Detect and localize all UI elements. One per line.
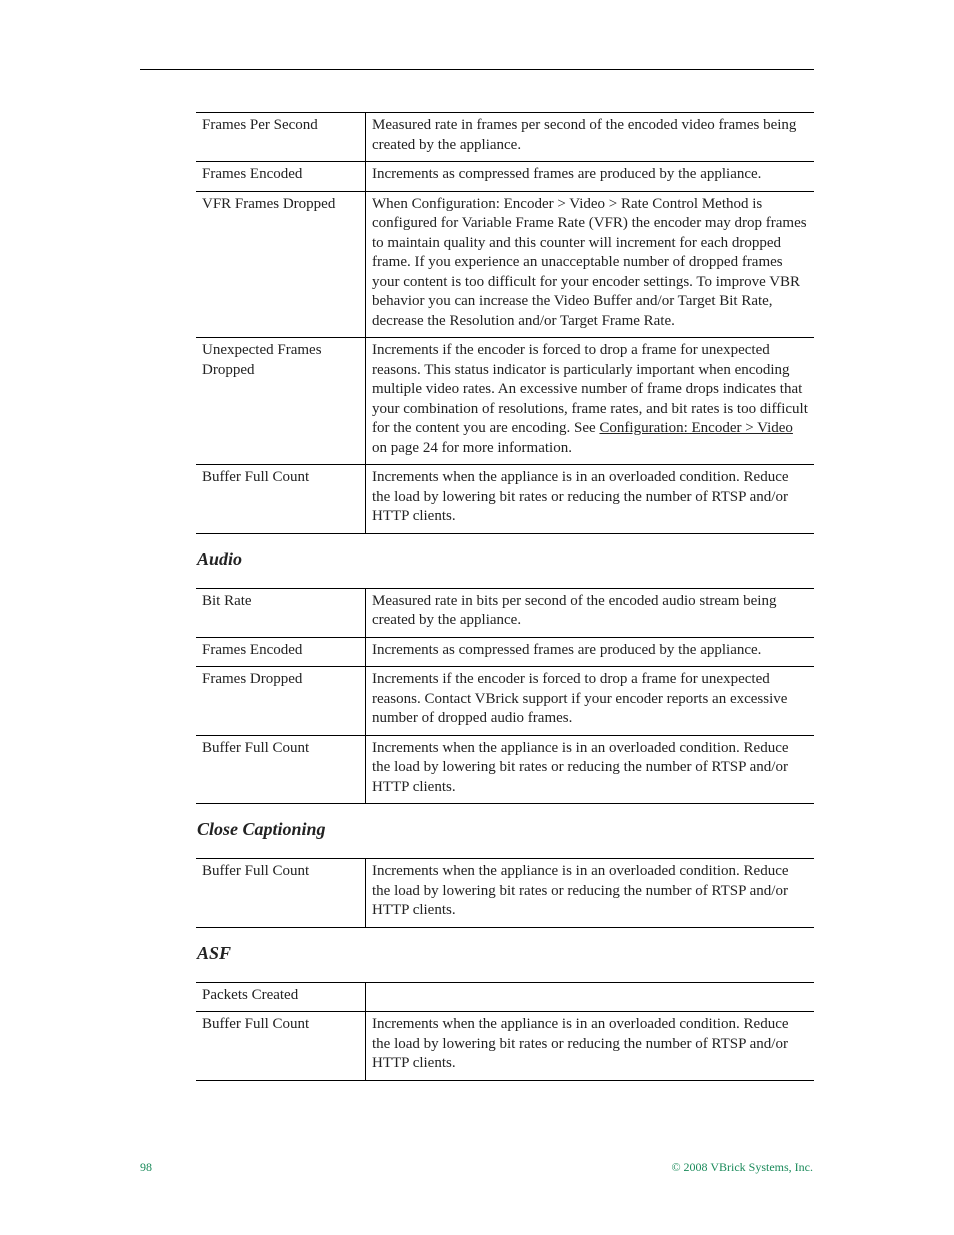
field-name: Unexpected Frames Dropped	[196, 338, 366, 465]
table-row	[196, 667, 814, 736]
field-description: Measured rate in frames per second of the encoded video frames being created by the appliance.	[366, 113, 815, 162]
table-row	[196, 982, 814, 1012]
field-description: Increments as compressed frames are produced by the appliance.	[366, 162, 815, 192]
section-heading-close-captioning: Close Captioning	[197, 819, 326, 839]
field-description: Increments when the appliance is in an overloaded condition. Reduce the load by lowering bit rates or reducing the number of RTSP and/or HTTP clients.	[366, 1012, 815, 1081]
header-rule	[140, 69, 814, 70]
section-heading-audio: Audio	[197, 548, 243, 569]
field-description: Increments if the encoder is forced to drop a frame for unexpected reasons. Contact VBrick support if your encoder reports an excessive number of dropped audio frames.	[366, 667, 815, 736]
field-name: Frames Dropped	[196, 667, 366, 736]
field-name: Packets Created	[196, 982, 366, 1012]
field-name: VFR Frames Dropped	[196, 191, 366, 338]
table-row	[196, 637, 814, 667]
table-row	[196, 1012, 814, 1081]
description-text: on page 24 for more information.	[372, 439, 572, 456]
field-name: Frames Encoded	[196, 162, 366, 192]
field-description: Increments as compressed frames are produced by the appliance.	[366, 637, 815, 667]
field-name: Buffer Full Count	[196, 735, 366, 804]
close-captioning-status-table	[196, 858, 814, 928]
asf-status-table	[196, 982, 814, 1081]
table-row	[196, 859, 814, 928]
field-description: Increments when the appliance is in an overloaded condition. Reduce the load by lowering bit rates or reducing the number of RTSP and/or HTTP clients.	[366, 859, 815, 928]
copyright-notice: © 2008 VBrick Systems, Inc.	[671, 1160, 813, 1174]
document-body	[196, 112, 814, 1081]
field-description: Increments when the appliance is in an overloaded condition. Reduce the load by lowering bit rates or reducing the number of RTSP and/or HTTP clients.	[366, 465, 815, 534]
table-row	[196, 735, 814, 804]
field-description: Measured rate in bits per second of the encoded audio stream being created by the appliance.	[366, 588, 815, 637]
description-text: Increments if the encoder is forced to drop a frame for unexpected reasons. This status indicator is particularly important when encoding multiple video rates. An excessive number of frame drops indicates that your combination of resolutions, frame rates, and bit rates is too difficult for the content you are encoding. See	[372, 342, 808, 436]
field-name: Frames Encoded	[196, 637, 366, 667]
section-heading-asf: ASF	[197, 942, 232, 963]
table-row	[196, 338, 814, 465]
field-description: When Configuration: Encoder > Video > Rate Control Method is configured for Variable Frame Rate (VFR) the encoder may drop frames to maintain quality and this counter will increment for each dropped frame. If you experience an unacceptable number of dropped frames your content is too difficult for your encoder settings. To improve VBR behavior you can increase the Video Buffer and/or Target Bit Rate, decrease the Resolution and/or Target Frame Rate.	[366, 191, 815, 338]
field-name: Bit Rate	[196, 588, 366, 637]
field-name: Buffer Full Count	[196, 465, 366, 534]
field-name: Buffer Full Count	[196, 1012, 366, 1081]
video-status-table	[196, 112, 814, 534]
field-name: Frames Per Second	[196, 113, 366, 162]
field-description	[366, 338, 815, 465]
table-row	[196, 162, 814, 192]
cross-reference-link[interactable]: Configuration: Encoder > Video	[599, 420, 793, 436]
audio-status-table	[196, 588, 814, 805]
field-description	[366, 982, 815, 1012]
table-row	[196, 113, 814, 162]
table-row	[196, 191, 814, 338]
table-row	[196, 588, 814, 637]
table-row	[196, 465, 814, 534]
field-description: Increments when the appliance is in an overloaded condition. Reduce the load by lowering bit rates or reducing the number of RTSP and/or HTTP clients.	[366, 735, 815, 804]
page-number: 98	[140, 1160, 152, 1174]
field-name: Buffer Full Count	[196, 859, 366, 928]
